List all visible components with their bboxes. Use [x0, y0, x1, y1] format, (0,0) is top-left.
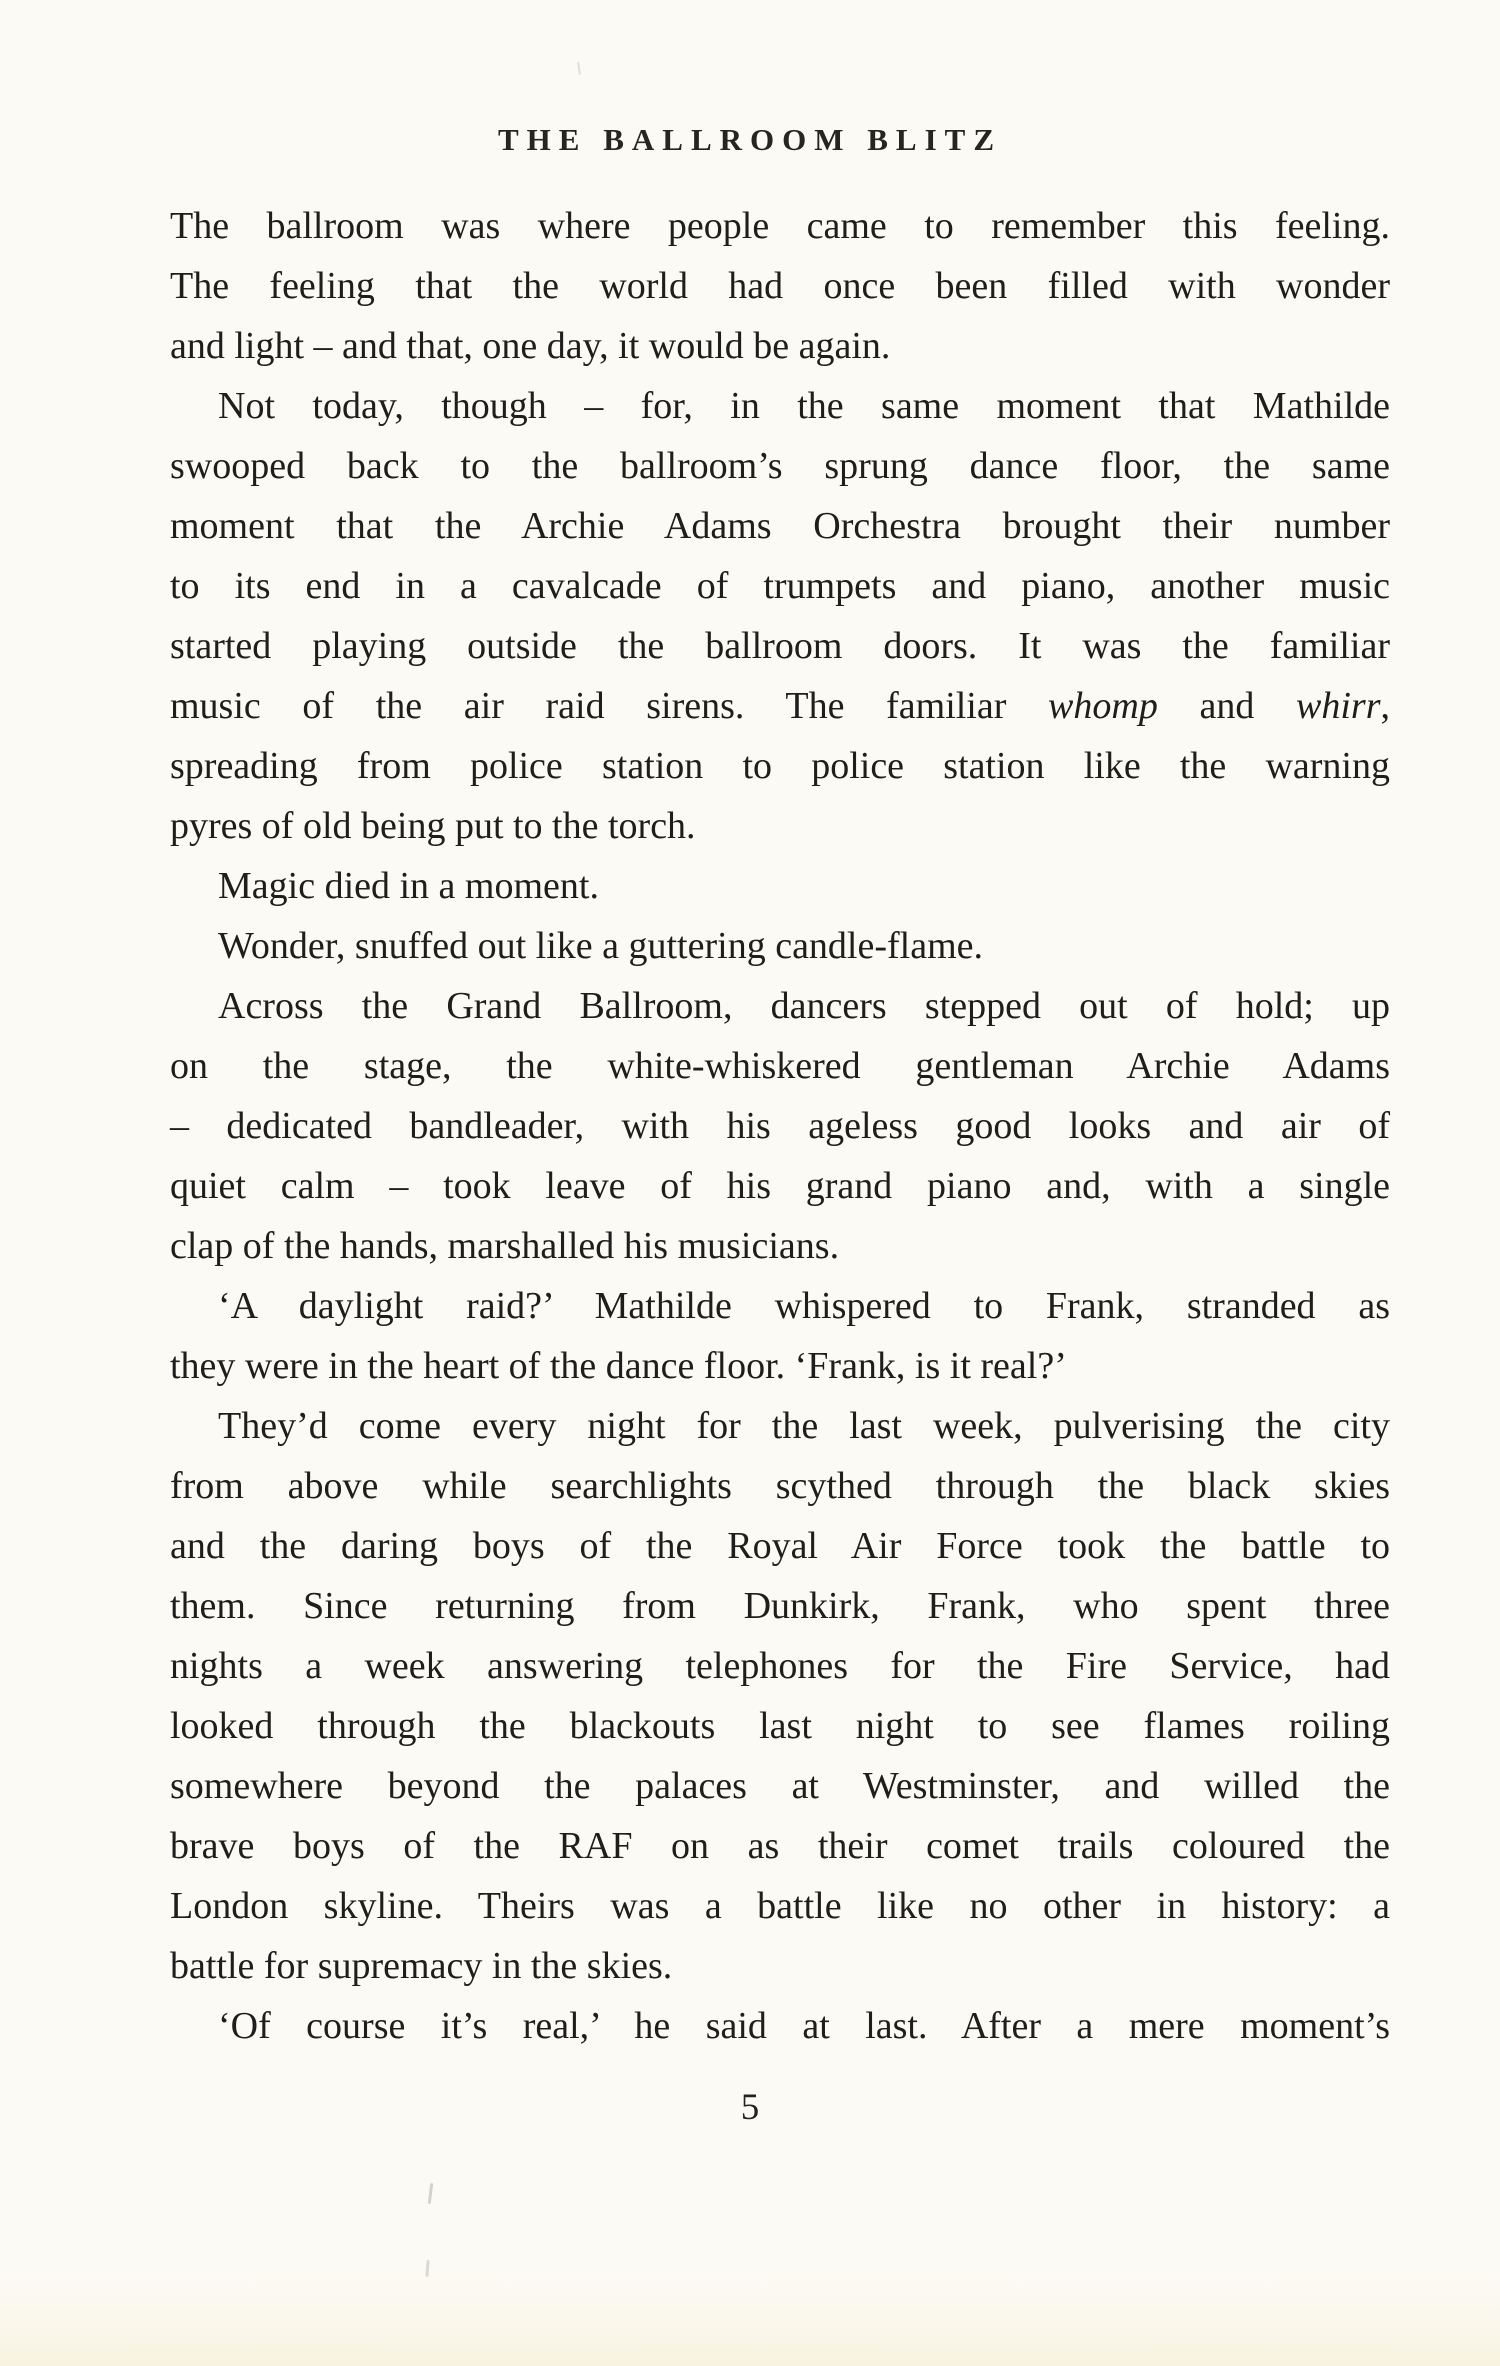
text-line: on the stage, the white-whiskered gentleman Archie Adams — [170, 1045, 1390, 1087]
text-line: music of the air raid sirens. The familiar whomp and whirr, — [170, 685, 1390, 727]
text-line: clap of the hands, marshalled his musicians. — [170, 1225, 840, 1267]
text-line: The feeling that the world had once been filled with wonder — [170, 265, 1390, 307]
text-line: started playing outside the ballroom doors. It was the familiar — [170, 625, 1390, 667]
text-line: brave boys of the RAF on as their comet trails coloured the — [170, 1825, 1390, 1867]
text-line: The ballroom was where people came to remember this feeling. — [170, 205, 1390, 247]
text-line: Not today, though – for, in the same moment that Mathilde — [218, 385, 1390, 427]
text-line: nights a week answering telephones for the Fire Service, had — [170, 1645, 1390, 1687]
text-line: quiet calm – took leave of his grand piano and, with a single — [170, 1165, 1390, 1207]
scan-artifact — [428, 2183, 434, 2204]
text-line: looked through the blackouts last night to see flames roiling — [170, 1705, 1390, 1747]
text-line: ‘A daylight raid?’ Mathilde whispered to Frank, stranded as — [218, 1285, 1390, 1327]
body-text — [170, 196, 1390, 2056]
text-line: – dedicated bandleader, with his ageless good looks and air of — [170, 1105, 1390, 1147]
text-line: from above while searchlights scythed through the black skies — [170, 1465, 1390, 1507]
text-line: They’d come every night for the last week, pulverising the city — [218, 1405, 1390, 1447]
text-line: pyres of old being put to the torch. — [170, 805, 696, 847]
text-line: swooped back to the ballroom’s sprung dance floor, the same — [170, 445, 1390, 487]
text-line: and the daring boys of the Royal Air Force took the battle to — [170, 1525, 1390, 1567]
text-line: them. Since returning from Dunkirk, Frank, who spent three — [170, 1585, 1390, 1627]
text-line: they were in the heart of the dance floor. ‘Frank, is it real?’ — [170, 1345, 1067, 1387]
page-number: 5 — [740, 2087, 760, 2128]
text-line: battle for supremacy in the skies. — [170, 1945, 673, 1987]
text-line: somewhere beyond the palaces at Westminster, and willed the — [170, 1765, 1390, 1807]
text-line: London skyline. Theirs was a battle like no other in history: a — [170, 1885, 1390, 1927]
text-line: ‘Of course it’s real,’ he said at last. After a mere moment’s — [218, 2005, 1390, 2047]
text-line: to its end in a cavalcade of trumpets and piano, another music — [170, 565, 1390, 607]
text-line: Wonder, snuffed out like a guttering candle-flame. — [218, 925, 984, 967]
chapter-title: THE BALLROOM BLITZ — [497, 122, 1003, 157]
scan-bottom-tint — [0, 2271, 1500, 2366]
text-line: moment that the Archie Adams Orchestra brought their number — [170, 505, 1390, 547]
text-line: Magic died in a moment. — [218, 865, 599, 907]
scan-artifact — [577, 62, 581, 75]
text-line: Across the Grand Ballroom, dancers stepped out of hold; up — [218, 985, 1390, 1027]
text-line: spreading from police station to police station like the warning — [170, 745, 1390, 787]
text-line: and light – and that, one day, it would be again. — [170, 325, 891, 367]
scan-artifact — [425, 2260, 429, 2277]
